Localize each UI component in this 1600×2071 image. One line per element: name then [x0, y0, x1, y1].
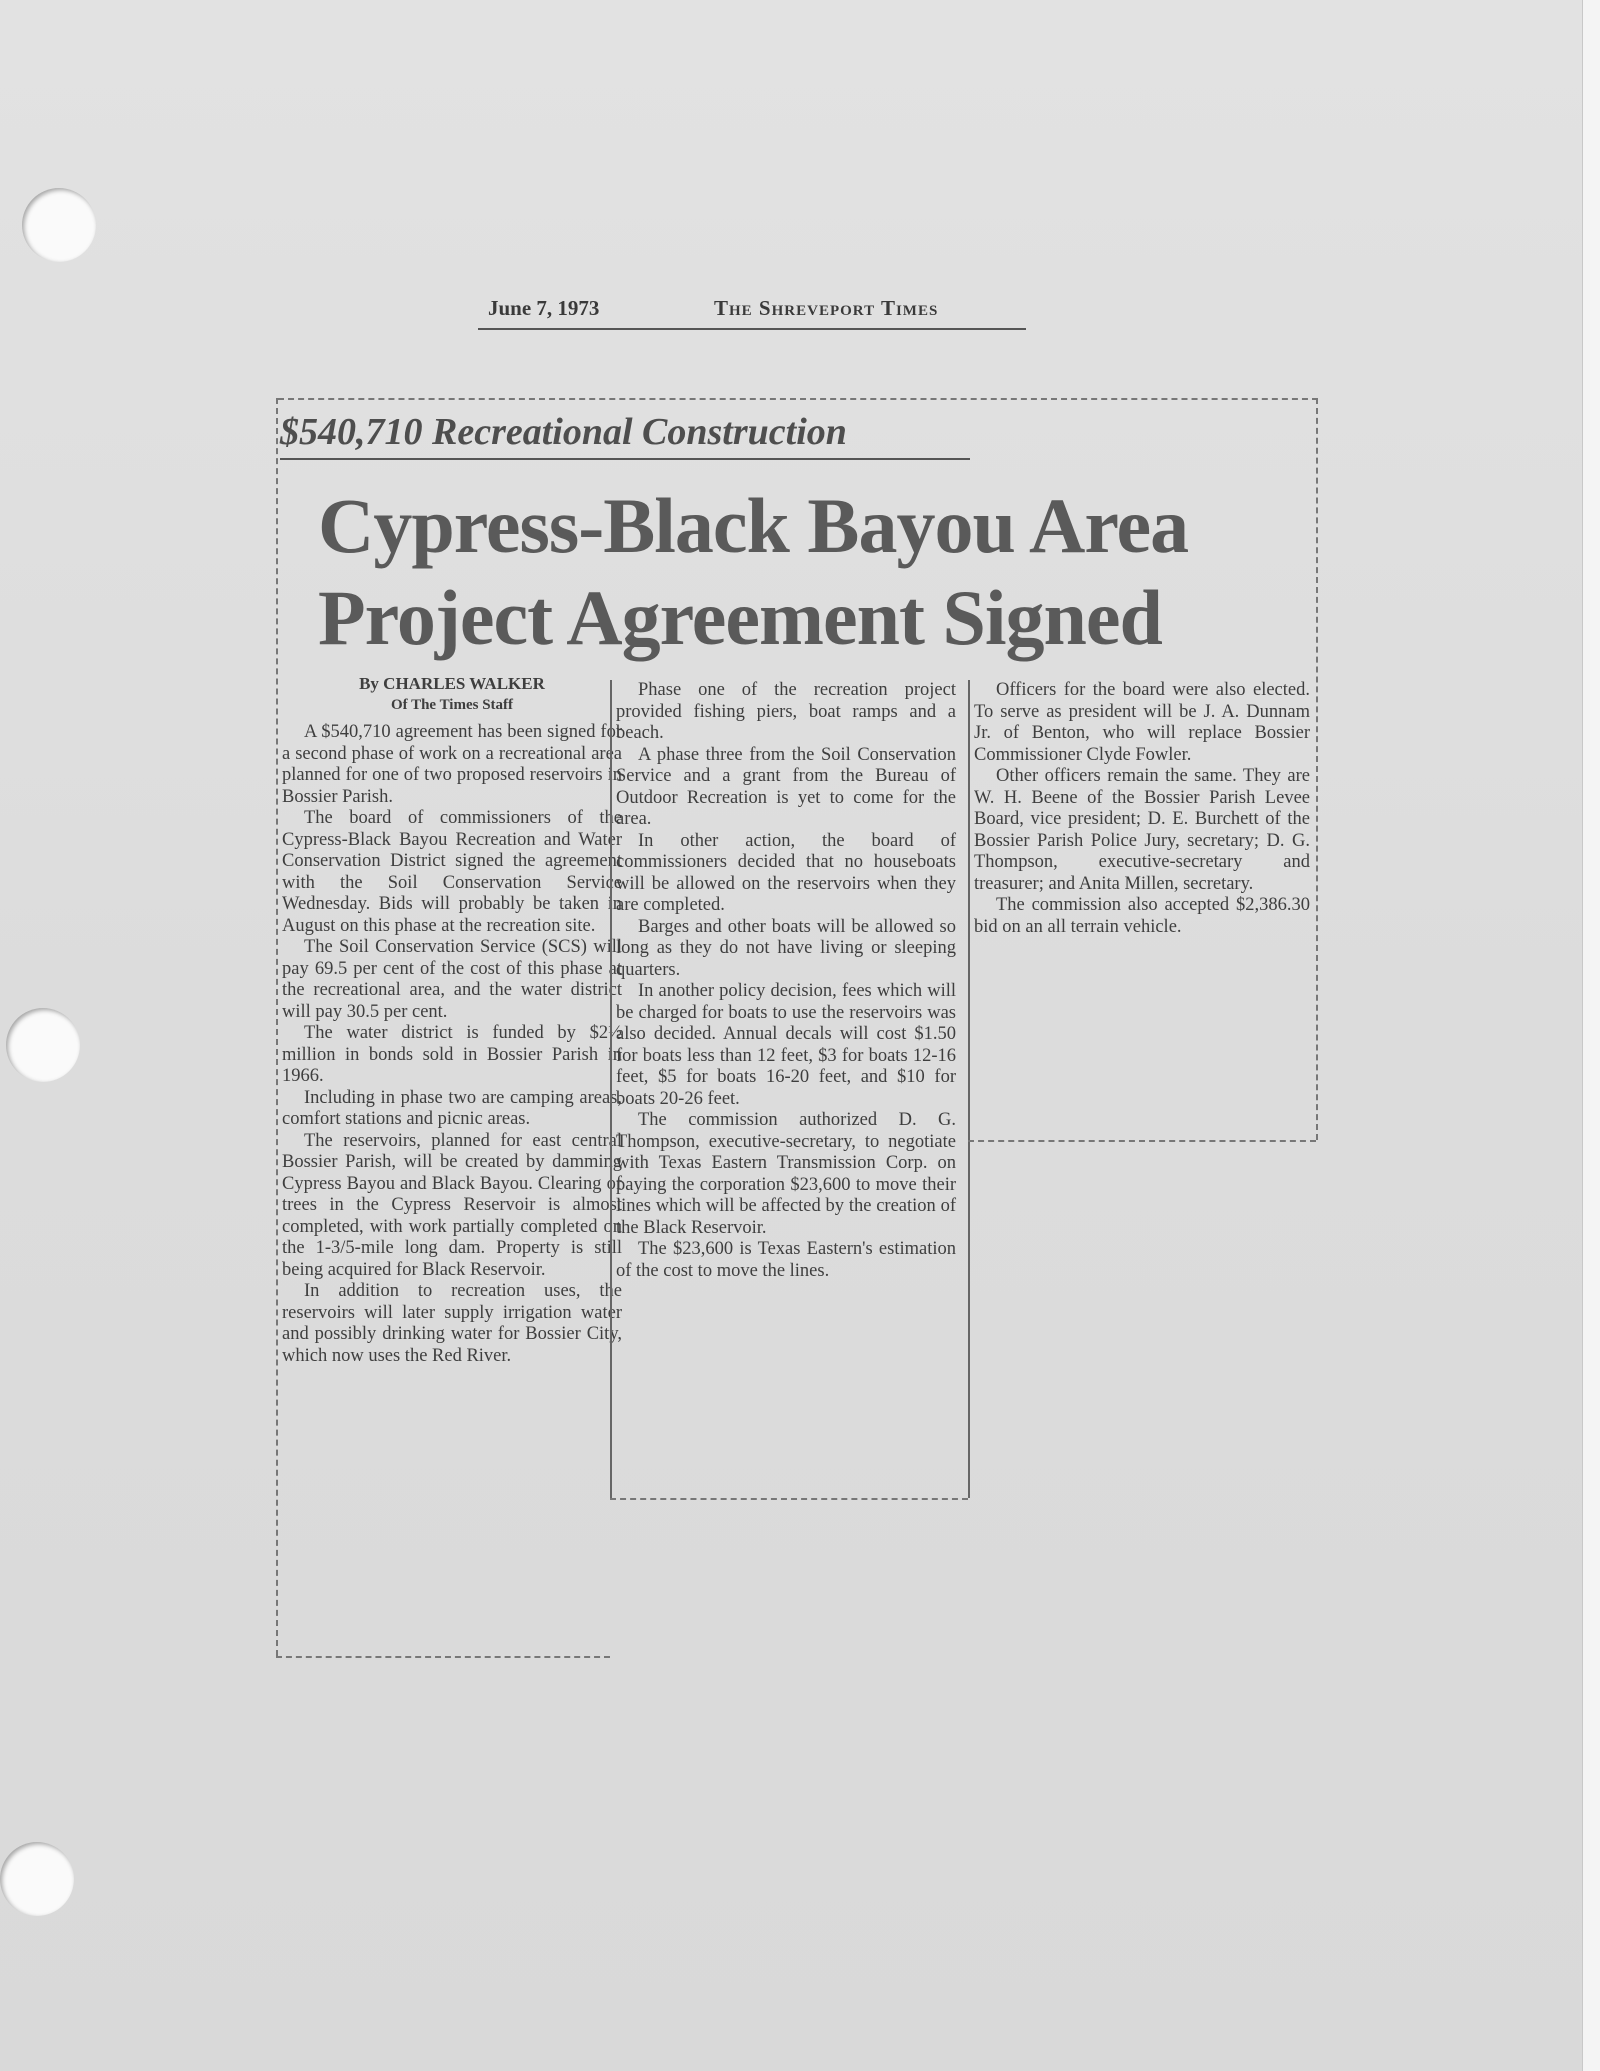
column-3-bottom-edge [968, 1140, 1316, 1142]
clipping-right-edge [1316, 398, 1318, 1140]
clipping-left-edge [276, 398, 278, 1656]
paragraph: The reservoirs, planned for east central Bossier Parish, will be created by damming Cypress Bayou and Black Bayou. Clearing of trees in the Cypress Reservoir is almost completed, with work partially completed on the 1-3/5-mile long dam. Property is still being acquired for Black Reservoir. [282, 1130, 622, 1280]
paragraph: The $23,600 is Texas Eastern's estimation of the cost to move the lines. [616, 1239, 956, 1281]
paragraph: Officers for the board were also elected. To serve as president will be J. A. Dunnam Jr. of Benton, who will replace Bossier Commissioner Clyde Fowler. [974, 680, 1310, 765]
paragraph: The Soil Conservation Service (SCS) will pay 69.5 per cent of the cost of this phase at the recreational area, and the water district will pay 30.5 per cent. [282, 937, 622, 1022]
paragraph: The commission also accepted $2,386.30 bid on an all terrain vehicle. [974, 895, 1310, 937]
paragraph: Barges and other boats will be allowed so long as they do not have living or sleeping quarters. [616, 916, 956, 980]
byline-staff: Of The Times Staff [390, 696, 514, 713]
paragraph: A phase three from the Soil Conservation Service and a grant from the Bureau of Outdoor Recreation is yet to come for the area. [616, 744, 956, 829]
column-rule-1 [610, 680, 612, 1500]
punch-hole-top [22, 188, 96, 262]
headline-line-2: Project Agreement Signed [318, 574, 1162, 661]
paragraph: Other officers remain the same. They are W. H. Beene of the Bossier Parish Levee Board, vice president; D. E. Burchett of the Bossier Parish Police Jury, secretary; D. G. Thompson, executive-secretary and treasurer; and Anita Millen, secretary. [974, 766, 1310, 894]
byline: By CHARLES WALKER [359, 674, 545, 693]
newspaper-name: The Shreveport Times [714, 296, 939, 320]
paragraph: Including in phase two are camping areas, comfort stations and picnic areas. [282, 1087, 622, 1129]
page-edge [1582, 0, 1600, 2071]
paragraph: The board of commissioners of the Cypress-Black Bayou Recreation and Water Conservation District signed the agreement with the Soil Conservation Service Wednesday. Bids will probably be taken in August on this phase at the recreation site. [282, 808, 622, 936]
paragraph: Phase one of the recreation project provided fishing piers, boat ramps and a beach. [616, 680, 956, 743]
kicker-headline: $540,710 Recreational Construction [280, 410, 970, 460]
paragraph: The water district is funded by $2½ million in bonds sold in Bossier Parish in 1966. [282, 1023, 622, 1086]
main-headline [318, 480, 1298, 664]
column-1-bottom-edge [276, 1656, 610, 1658]
article-column-2 [616, 680, 956, 1282]
punch-hole-bottom [0, 1842, 74, 1916]
paragraph: In other action, the board of commissioners decided that no houseboats will be allowed on the reservoirs when they are completed. [616, 830, 956, 915]
paragraph: A $540,710 agreement has been signed for a second phase of work on a recreational area planned for one of two proposed reservoirs in Bossier Parish. [282, 722, 622, 807]
article-column-1 [282, 673, 622, 1367]
headline-line-1: Cypress-Black Bayou Area [318, 482, 1189, 569]
article-column-3 [974, 680, 1310, 938]
paragraph: The commission authorized D. G. Thompson, executive-secretary, to negotiate with Texas Eastern Transmission Corp. on paying the corporation $23,600 to move their lines which will be affected by the creation of the Black Reservoir. [616, 1110, 956, 1238]
newspaper-clipping [276, 398, 1320, 1658]
clipping-top-edge [278, 398, 1318, 400]
paragraph: In another policy decision, fees which will be charged for boats to use the reservoirs was also decided. Annual decals will cost $1.50 for boats less than 12 feet, $3 for boats 12-16 feet, $5 for boats 16-20 feet, and $10 for boats 20-26 feet. [616, 981, 956, 1109]
punch-hole-middle [6, 1008, 80, 1082]
clipping-date: June 7, 1973 [488, 296, 600, 320]
column-rule-2 [968, 680, 970, 1498]
column-2-bottom-edge [610, 1498, 968, 1500]
dateline [478, 294, 1026, 330]
paragraph: In addition to recreation uses, the reservoirs will later supply irrigation water and possibly drinking water for Bossier City, which now uses the Red River. [282, 1281, 622, 1366]
